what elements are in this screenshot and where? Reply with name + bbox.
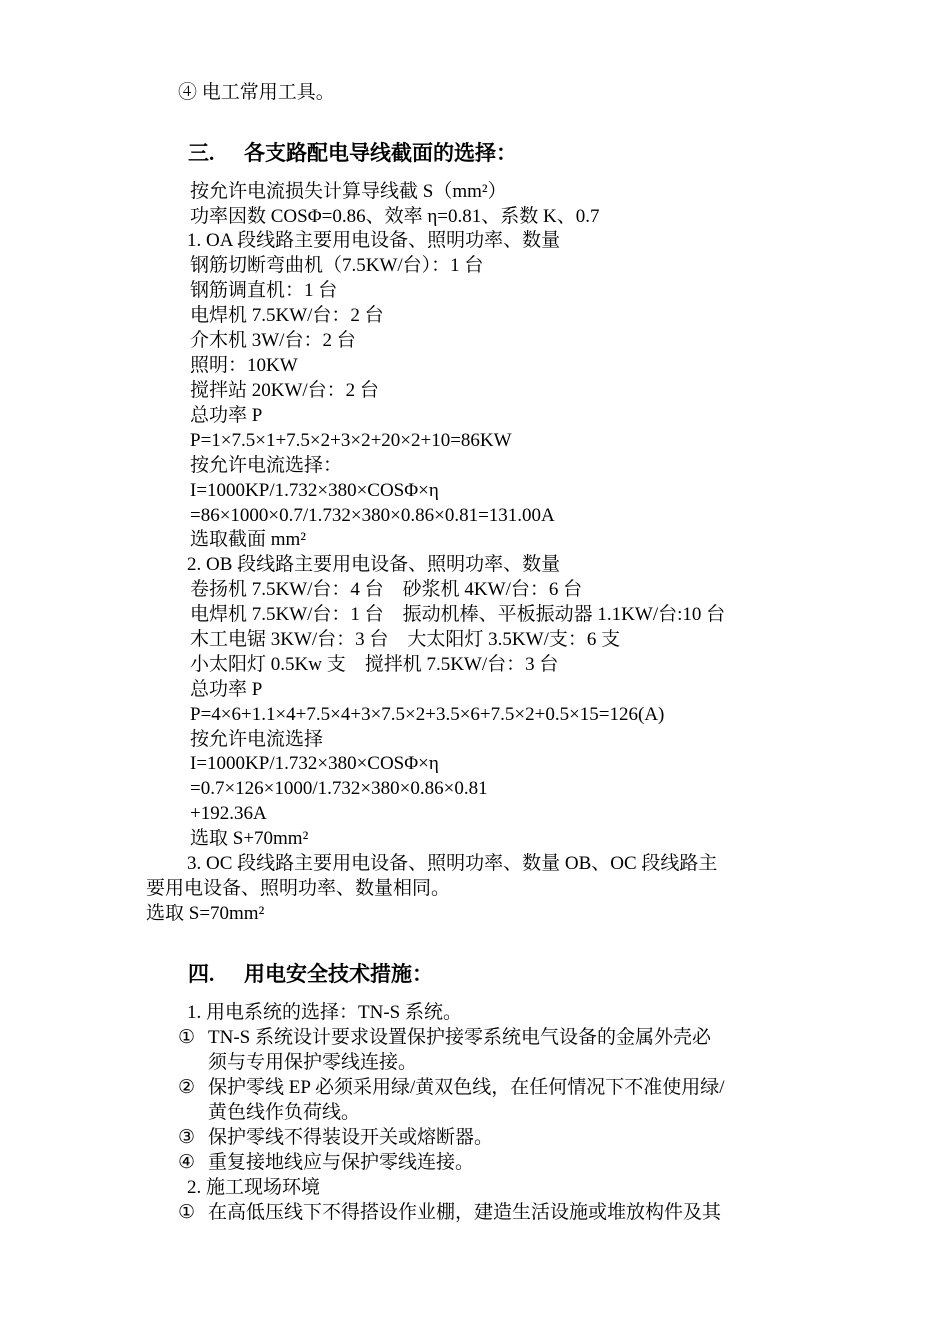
list-item-heading: 2. 施工现场环境	[187, 1177, 321, 1198]
formula-line: I=1000KP/1.732×380×COSΦ×η	[190, 753, 439, 774]
text-line: 照明：10KW	[190, 355, 298, 376]
formula-line: P=4×6+1.1×4+7.5×4+3×7.5×2+3.5×6+7.5×2+0.5×15=126(A)	[190, 704, 665, 725]
text-line: 搅拌站 20KW/台：2 台	[190, 380, 379, 401]
text-line: 按允许电流选择：	[190, 455, 343, 476]
text-line: 选取 S=70mm²	[146, 903, 265, 924]
text-line: 要用电设备、照明功率、数量相同。	[146, 878, 451, 899]
formula-line: P=1×7.5×1+7.5×2+3×2+20×2+10=86KW	[190, 430, 512, 451]
list-marker: ①	[178, 1027, 196, 1048]
section-title: 用电安全技术措施：	[244, 962, 433, 986]
text-line: 总功率 P	[190, 679, 263, 700]
list-item-text: 在高低压线下不得搭设作业棚，建造生活设施或堆放构件及其	[208, 1202, 722, 1223]
list-marker: ③	[178, 1127, 196, 1148]
section-title: 各支路配电导线截面的选择：	[244, 141, 517, 165]
text-line: 卷扬机 7.5KW/台：4 台 砂浆机 4KW/台：6 台	[190, 579, 583, 600]
list-marker: ④	[178, 1152, 196, 1173]
list-item-text: TN-S 系统设计要求设置保护接零系统电气设备的金属外壳必	[208, 1027, 711, 1048]
text-line: 总功率 P	[190, 405, 263, 426]
formula-line: +192.36A	[190, 803, 267, 824]
text-line: 木工电锯 3KW/台：3 台 大太阳灯 3.5KW/支：6 支	[190, 629, 621, 650]
text-line: 3. OC 段线路主要用电设备、照明功率、数量 OB、OC 段线路主	[187, 853, 718, 874]
text-line: 1. OA 段线路主要用电设备、照明功率、数量	[187, 230, 561, 251]
list-item-text: 重复接地线应与保护零线连接。	[208, 1152, 475, 1173]
text-line: 2. OB 段线路主要用电设备、照明功率、数量	[187, 554, 561, 575]
text-line: 电焊机 7.5KW/台：2 台	[190, 305, 384, 326]
text-line: 按允许电流损失计算导线截 S（mm²）	[190, 181, 507, 202]
text-line: 选取截面 mm²	[190, 529, 307, 550]
list-item-text: 保护零线不得装设开关或熔断器。	[208, 1127, 494, 1148]
list-marker: ①	[178, 1202, 196, 1223]
text-line: 小太阳灯 0.5Kw 支 搅拌机 7.5KW/台：3 台	[190, 654, 559, 675]
formula-line: I=1000KP/1.732×380×COSΦ×η	[190, 480, 439, 501]
formula-line: =0.7×126×1000/1.732×380×0.86×0.81	[190, 778, 488, 799]
text-line: 电焊机 7.5KW/台：1 台 振动机棒、平板振动器 1.1KW/台:10 台	[190, 604, 726, 625]
list-item-text: 黄色线作负荷线。	[208, 1102, 361, 1123]
text-line: 钢筋调直机：1 台	[190, 280, 338, 301]
top-item: ④ 电工常用工具。	[178, 82, 335, 103]
text-line: 介木机 3W/台：2 台	[190, 330, 356, 351]
text-line: 按允许电流选择	[190, 729, 324, 750]
text-line: 钢筋切断弯曲机（7.5KW/台）：1 台	[190, 255, 484, 276]
text-line: 选取 S+70mm²	[190, 828, 309, 849]
section-number: 四.	[188, 962, 215, 986]
section-4-heading	[188, 962, 433, 987]
list-item-heading: 1. 用电系统的选择：TN-S 系统。	[187, 1002, 462, 1023]
list-item-text: 保护零线 EP 必须采用绿/黄双色线，在任何情况下不准使用绿/	[208, 1077, 725, 1098]
section-number: 三.	[188, 141, 215, 165]
section-3-heading	[188, 141, 517, 166]
list-marker: ②	[178, 1077, 196, 1098]
list-item-text: 须与专用保护零线连接。	[208, 1052, 418, 1073]
formula-line: =86×1000×0.7/1.732×380×0.86×0.81=131.00A	[190, 505, 555, 526]
text-line: 功率因数 COSΦ=0.86、效率 η=0.81、系数 K、0.7	[190, 206, 600, 227]
